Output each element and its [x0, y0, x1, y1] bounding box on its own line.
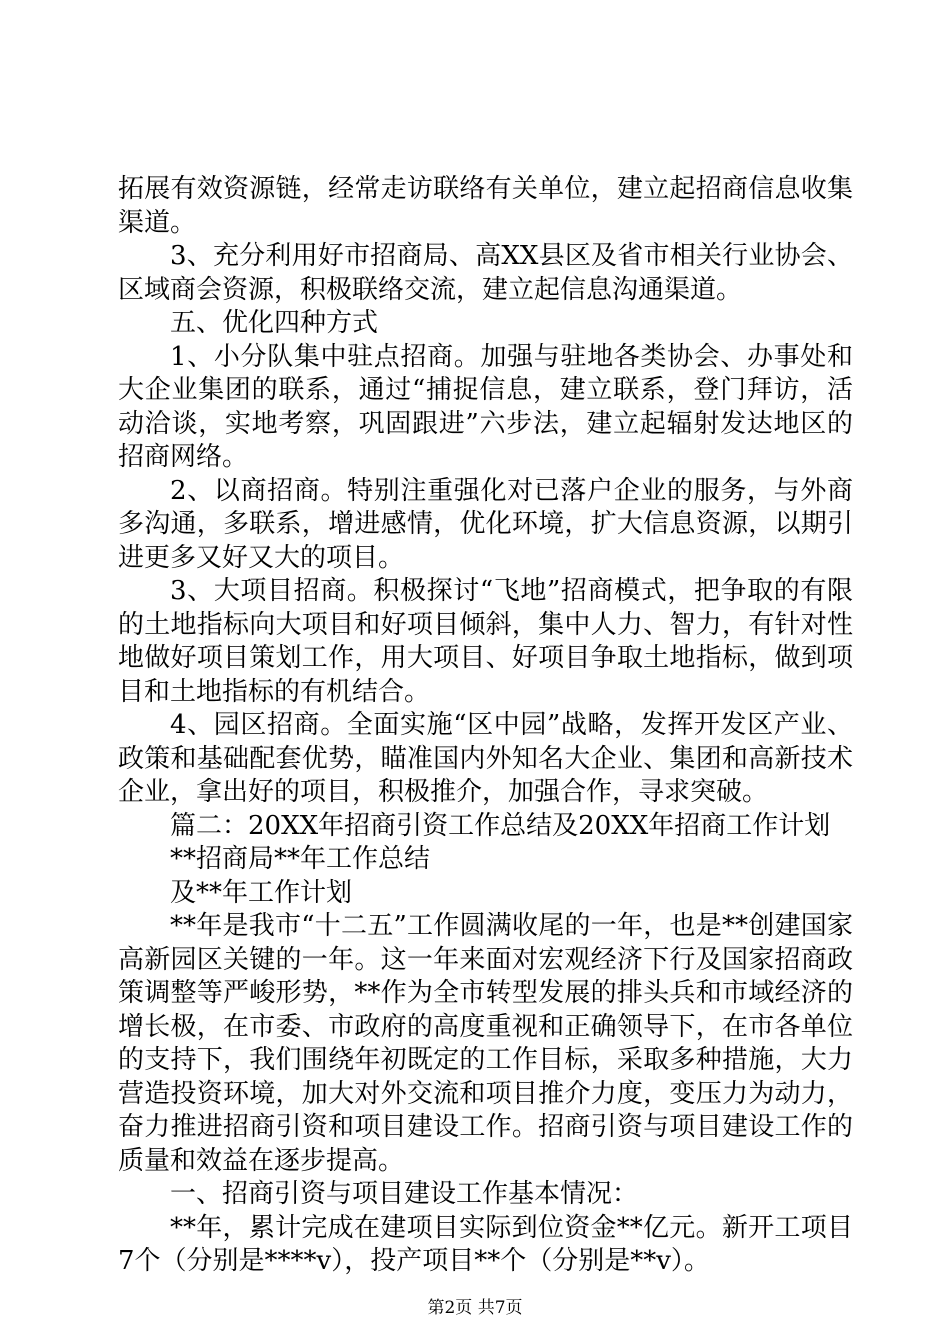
paragraph: 4、园区招商。全面实施“区中园”战略，发挥开发区产业、政策和基础配套优势，瞄准国内外知名大企业、集团和高新技术企业，拿出好的项目，积极推介，加强合作，寻求突破。: [118, 710, 853, 807]
report-title: **招商局**年工作总结: [170, 844, 431, 874]
paragraph: 1、小分队集中驻点招商。加强与驻地各类协会、办事处和大企业集团的联系，通过“捕捉信息，建立联系，登门拜访，活动洽谈，实地考察，巩固跟进”六步法，建立起辐射发达地区的招商网络。: [118, 341, 853, 472]
page-number-label: 第2页 共7页: [427, 1298, 523, 1318]
paragraph: 拓展有效资源链，经常走访联络有关单位，建立起招商信息收集渠道。: [118, 174, 853, 238]
document-body: [118, 173, 853, 1279]
paragraph: 3、大项目招商。积极探讨“飞地”招商模式，把争取的有限的土地指标向大项目和好项目倾斜，集中人力、智力，有针对性地做好项目策划工作，用大项目、好项目争取土地指标，做到项目和土地指标的有机结合。: [118, 576, 853, 707]
chapter-title: 篇二：20XX年招商引资工作总结及20XX年招商工作计划: [170, 810, 831, 841]
section-heading: 五、优化四种方式: [170, 308, 379, 338]
section-heading: 一、招商引资与项目建设工作基本情况：: [170, 1179, 639, 1209]
paragraph: 3、充分利用好市招商局、高XX县区及省市相关行业协会、区域商会资源，积极联络交流，建立起信息沟通渠道。: [118, 241, 853, 305]
page-footer: [0, 1297, 950, 1319]
paragraph: **年，累计完成在建项目实际到位资金**亿元。新开工项目7个（分别是****v），投产项目**个（分别是**v）。: [118, 1212, 853, 1276]
paragraph: **年是我市“十二五”工作圆满收尾的一年，也是**创建国家高新园区关键的一年。这一年来面对宏观经济下行及国家招商政策调整等严峻形势，**作为全市转型发展的排头兵和市域经济的增长极，在市委、市政府的高度重视和正确领导下，在市各单位的支持下，我们围绕年初既定的工作目标，采取多种措施，大力营造投资环境，加大对外交流和项目推介力度，变压力为动力，奋力推进招商引资和项目建设工作。招商引资与项目建设工作的质量和效益在逐步提高。: [118, 911, 853, 1176]
paragraph: 2、以商招商。特别注重强化对已落户企业的服务，与外商多沟通，多联系，增进感情，优化环境，扩大信息资源，以期引进更多又好又大的项目。: [118, 475, 853, 573]
report-subtitle: 及**年工作计划: [170, 877, 353, 908]
